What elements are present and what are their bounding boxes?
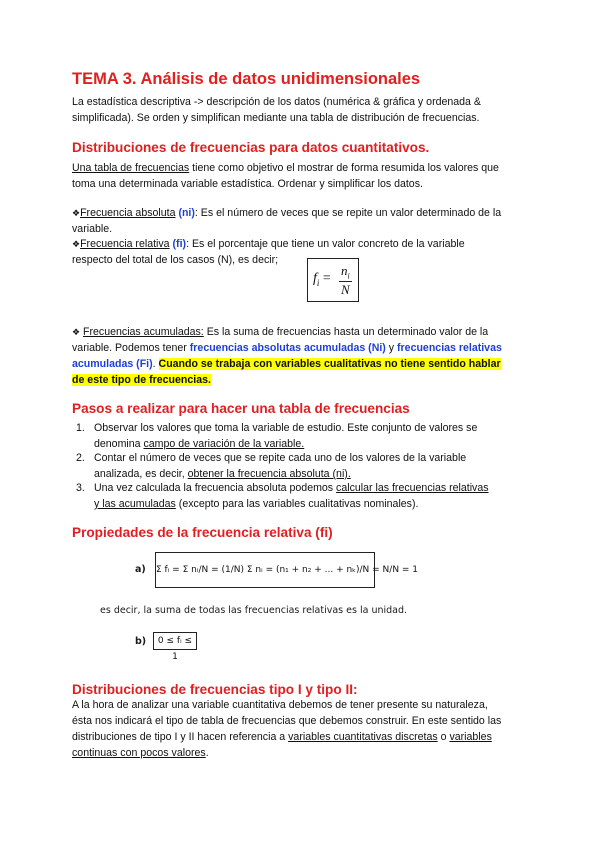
step3-line2-u: y las acumuladas bbox=[94, 498, 176, 510]
formula-num-sub: i bbox=[347, 271, 350, 281]
p1-line2: toma una determinada variable estadística. Ordenar y simplificar los datos. bbox=[72, 178, 423, 190]
bounds-formula-box bbox=[153, 632, 197, 662]
sum-formula: Σ fᵢ = Σ nᵢ/N = (1/N) Σ nᵢ = (n₁ + n₂ + ... + nₖ)/N = N/N = 1 bbox=[156, 565, 419, 575]
b3-blue2: frecuencias relativas bbox=[397, 342, 502, 354]
bullet-frecuencia-absoluta bbox=[72, 205, 532, 237]
section-heading-cuantitativos: Distribuciones de frecuencias para datos cuantitativos. bbox=[72, 140, 430, 155]
step3-line1-u: calcular las frecuencias relativas bbox=[336, 482, 489, 494]
page-title: TEMA 3. Análisis de datos unidimensionales bbox=[72, 70, 421, 88]
step1-line1: Observar los valores que toma la variable de estudio. Este conjunto de valores se bbox=[94, 422, 478, 434]
intro-line-2: simplificada). Se orden y simplifican mediante una tabla de distribución de frecuencias. bbox=[72, 112, 480, 124]
b3-highlight1: Cuando se trabaja con variables cualitativas no tiene sentido hablar bbox=[158, 358, 501, 370]
formula-fraction bbox=[339, 263, 352, 298]
step1-line2-a: denomina bbox=[94, 438, 144, 450]
s4-line3-a: distribuciones de tipo I y II hacen referencia a bbox=[72, 731, 289, 743]
section-heading-tipos: Distribuciones de frecuencias tipo I y tipo II: bbox=[72, 682, 358, 697]
tabla-frecuencias-term: Una tabla de frecuencias bbox=[72, 162, 190, 174]
s4-line3-u1: variables cuantitativas discretas bbox=[288, 731, 438, 743]
b2-term: Frecuencia relativa bbox=[80, 238, 170, 250]
b3-line2-b: y bbox=[385, 342, 398, 354]
step2-line1: Contar el número de veces que se repite cada uno de los valores de la variable bbox=[94, 452, 467, 464]
step-2 bbox=[76, 450, 534, 482]
step3-line1-a: Una vez calculada la frecuencia absoluta podemos bbox=[94, 482, 337, 494]
sum-formula-box bbox=[155, 552, 419, 588]
b1-rest: : Es el número de veces que se repite un valor determinado de la bbox=[194, 207, 502, 219]
formula-den: N bbox=[341, 281, 350, 297]
section4-paragraph bbox=[72, 697, 532, 761]
bounds-formula: 0 ≤ fᵢ ≤ 1 bbox=[157, 636, 193, 662]
formula-num: n bbox=[341, 263, 348, 278]
s4-line3-u2: variables bbox=[449, 731, 492, 743]
b1-line2: variable. bbox=[72, 223, 113, 235]
relative-frequency-formula bbox=[307, 258, 359, 302]
sum-note: es decir, la suma de todas las frecuencias relativas es la unidad. bbox=[100, 605, 408, 616]
b3-rest: Es la suma de frecuencias hasta un determinado valor de la bbox=[203, 326, 489, 338]
section-heading-propiedades: Propiedades de la frecuencia relativa (fi) bbox=[72, 525, 333, 540]
b3-blue1: frecuencias absolutas acumuladas (Ni) bbox=[189, 342, 386, 354]
b3-line2-a: variable. Podemos tener bbox=[72, 342, 190, 354]
b3-blue3: acumuladas (Fi) bbox=[72, 358, 153, 370]
formula-eq: = bbox=[322, 271, 331, 286]
section1-paragraph bbox=[72, 160, 532, 192]
item-a-label: a) bbox=[135, 564, 146, 575]
diamond-bullet-icon: ❖ bbox=[72, 208, 81, 218]
b1-abbr: (ni) bbox=[178, 207, 195, 219]
formula-lhs: f bbox=[313, 271, 317, 286]
intro-paragraph bbox=[72, 94, 532, 126]
b2-abbr: (fi) bbox=[172, 238, 187, 250]
diamond-bullet-icon: ❖ bbox=[72, 327, 81, 337]
bullet-frecuencia-relativa bbox=[72, 236, 532, 268]
diamond-bullet-icon: ❖ bbox=[72, 239, 81, 249]
b3-highlight2: de este tipo de frecuencias. bbox=[72, 374, 211, 386]
step1-line2-u: campo de variación de la variable. bbox=[143, 438, 305, 450]
step-num: 3. bbox=[76, 482, 85, 494]
s4-line3-b: o bbox=[437, 731, 450, 743]
b1-term: Frecuencia absoluta bbox=[80, 207, 176, 219]
section-heading-pasos: Pasos a realizar para hacer una tabla de frecuencias bbox=[72, 401, 410, 416]
step-num: 2. bbox=[76, 452, 85, 464]
p1-rest: tiene como objetivo el mostrar de forma resumida los valores que bbox=[189, 162, 499, 174]
step-num: 1. bbox=[76, 422, 85, 434]
step-3 bbox=[76, 480, 534, 512]
bullet-frecuencias-acumuladas bbox=[72, 324, 532, 388]
b3-line3-a: . bbox=[152, 358, 159, 370]
b2-line2: respecto del total de los casos (N), es decir; bbox=[72, 254, 279, 266]
s4-line4-u: continuas con pocos valores bbox=[72, 747, 206, 759]
step2-line2-a: analizada, es decir, bbox=[94, 468, 188, 480]
step3-line2-b: (excepto para las variables cualitativas nominales). bbox=[175, 498, 419, 510]
step-1 bbox=[76, 420, 534, 452]
intro-line-1: La estadística descriptiva -> descripción de los datos (numérica & gráfica y ordenada & bbox=[72, 96, 481, 108]
s4-line1: A la hora de analizar una variable cuantitativa debemos de tener presente su naturaleza, bbox=[72, 699, 488, 711]
s4-line4-b: . bbox=[205, 747, 209, 759]
formula-sub: i bbox=[316, 277, 320, 288]
b2-rest: : Es el porcentaje que tiene un valor concreto de la variable bbox=[186, 238, 465, 250]
item-b-label: b) bbox=[135, 636, 147, 647]
s4-line2: ésta nos indicará el tipo de tabla de frecuencias que debemos construir. En este sentido las bbox=[72, 715, 502, 727]
step2-line2-u: obtener la frecuencia absoluta (ni). bbox=[187, 468, 351, 480]
b3-term: Frecuencias acumuladas: bbox=[83, 326, 204, 338]
